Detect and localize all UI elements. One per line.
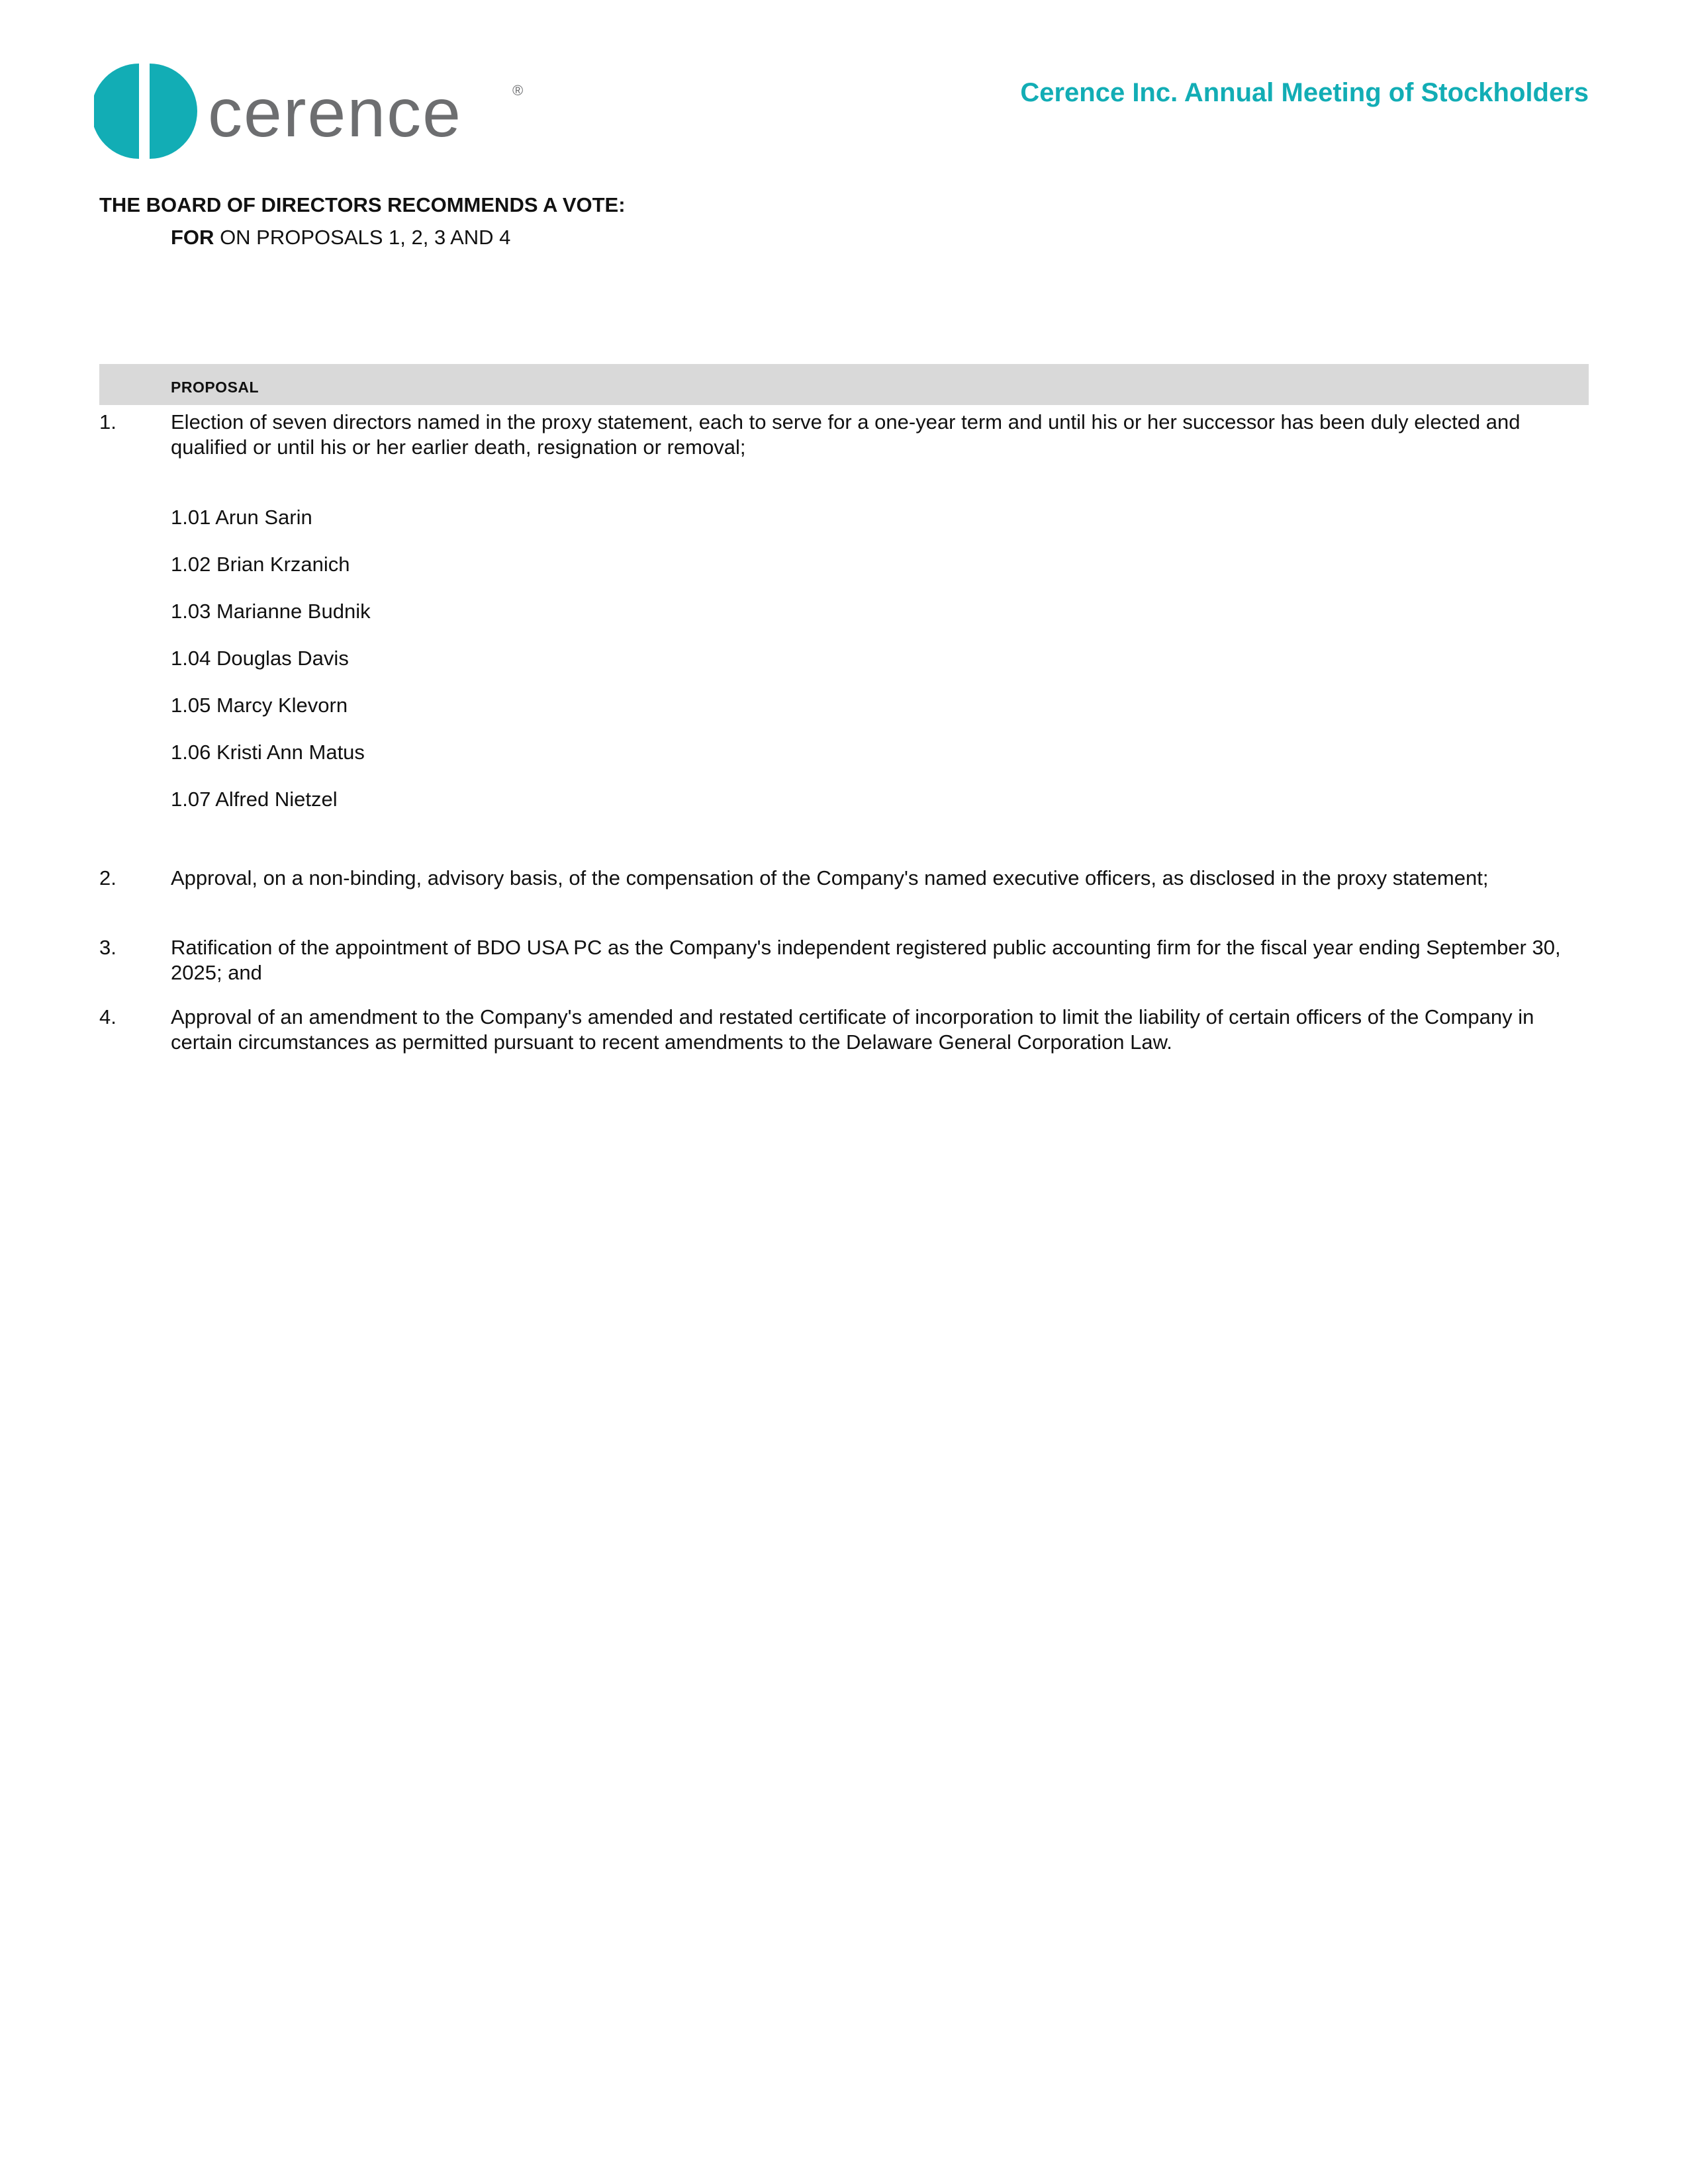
proposal-item-1 [99,410,1589,460]
proposal-number: 2. [99,866,117,889]
proposal-text: Ratification of the appointment of BDO USA PC as the Company's independent registered public accounting firm for the fiscal year ending September 30, 2025; and [171,936,1561,984]
recommendation-scope: ON PROPOSALS 1, 2, 3 AND 4 [220,226,511,249]
proposal-item-2 [99,866,1589,891]
recommendation-heading: THE BOARD OF DIRECTORS RECOMMENDS A VOTE: [99,193,626,216]
logo-mark-icon [94,64,197,159]
proposal-text: Approval, on a non-binding, advisory basis, of the compensation of the Company's named executive officers, as disclosed in the proxy statement; [171,866,1489,889]
proposal-column-label: PROPOSAL [171,379,259,396]
proposal-number: 1. [99,410,117,433]
nominee-item: 1.01 Arun Sarin [171,506,312,529]
proposal-text: Approval of an amendment to the Company's amended and restated certificate of incorporation to limit the liability of certain officers of the Company in certain circumstances as permitted pursuant to recent amendments to the Delaware General Corporation Law. [171,1005,1534,1054]
proposal-item-4 [99,1005,1589,1055]
proposal-text: Election of seven directors named in the proxy statement, each to serve for a one-year term and until his or her successor has been duly elected and qualified or until his or her earlier death, resignation or removal; [171,410,1521,459]
nominee-item: 1.02 Brian Krzanich [171,553,350,576]
nominee-item: 1.06 Kristi Ann Matus [171,741,365,764]
proposal-number: 3. [99,936,117,959]
nominee-item: 1.07 Alfred Nietzel [171,788,338,811]
proposal-item-3 [99,935,1589,985]
registered-mark: ® [512,82,524,99]
recommendation-line [171,226,510,250]
proposal-table-header [99,364,1589,405]
nominee-item: 1.03 Marianne Budnik [171,600,371,623]
meeting-title: Cerence Inc. Annual Meeting of Stockholders [1020,78,1589,107]
logo-wordmark: cerence [208,75,462,152]
nominee-item: 1.05 Marcy Klevorn [171,694,348,717]
proposal-number: 4. [99,1005,117,1028]
cerence-logo [94,61,544,161]
recommendation-vote: FOR [171,226,214,249]
nominee-item: 1.04 Douglas Davis [171,647,349,670]
